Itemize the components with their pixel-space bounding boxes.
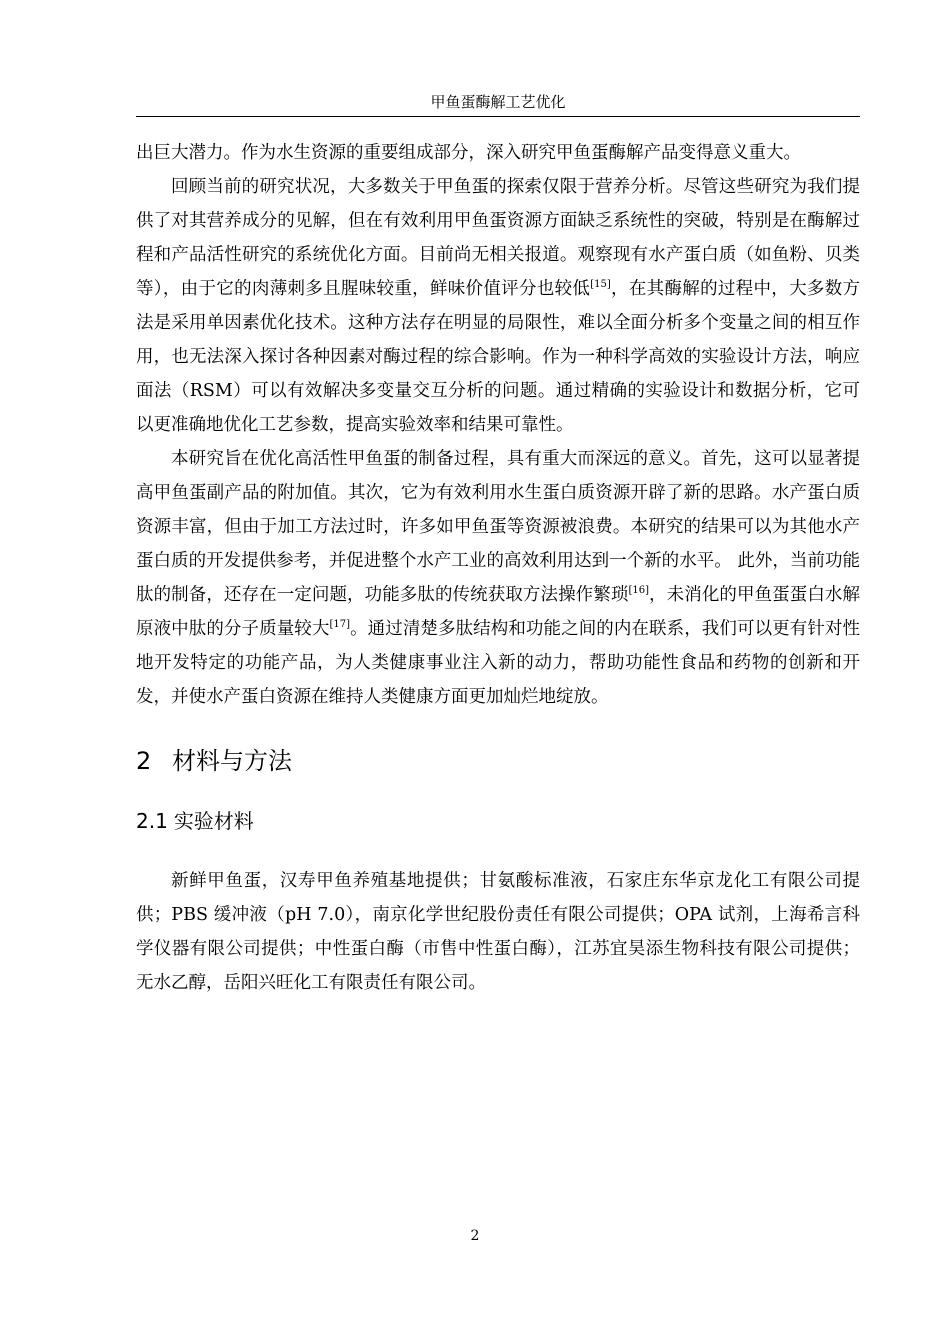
running-header-title: 甲鱼蛋酶解工艺优化: [430, 93, 566, 111]
paragraph-text: 出巨大潜力。作为水生资源的重要组成部分，深入研究甲鱼蛋酶解产品变得意义重大。: [136, 143, 801, 163]
subsection-number: 2.1: [136, 809, 168, 833]
paragraph-text: ，在其酶解的过程中，大多数方法是采用单因素优化技术。这种方法存在明显的局限性，难以全面分析多个变量之间的相互作用，也无法深入探讨各种因素对酶过程的综合影响。作为一种科学高效的实验设计方法，响应面法（RSM）可以有效解决多变量交互分析的问题。通过精确的实验设计和数据分析，它可以更准确地优化工艺参数，提高实验效率和结果可靠性。: [136, 279, 861, 435]
paragraph-continuation: [136, 136, 860, 170]
section-number: 2: [136, 747, 152, 775]
paragraph-materials: [136, 864, 860, 1000]
paragraph-text: ，未消化的甲鱼蛋蛋白水解原液中肽的分子质量较大: [136, 585, 861, 639]
paragraph-text: 回顾当前的研究状况，大多数关于甲鱼蛋的探索仅限于营养分析。尽管这些研究为我们提供了对其营养成分的见解，但在有效利用甲鱼蛋资源方面缺乏系统性的突破，特别是在酶解过程和产品活性研究的系统优化方面。目前尚无相关报道。观察现有水产蛋白质（如鱼粉、贝类等），由于它的肉薄刺多且腥味较重，鲜味价值评分也较低: [136, 177, 860, 299]
subsection-heading: [136, 796, 860, 846]
paragraph-text: 新鲜甲鱼蛋，汉寿甲鱼养殖基地提供；甘氨酸标准液，石家庄东华京龙化工有限公司提供；PBS 缓冲液（pH 7.0），南京化学世纪股份责任有限公司提供；OPA 试剂，上海希言科学仪器有限公司提供；中性蛋白酶（市售中性蛋白酶），江苏宜昊添生物科技有限公司提供；无水乙醇，岳阳兴旺化工有限责任有限公司。: [136, 871, 860, 993]
section-title: 材料与方法: [172, 747, 292, 775]
paragraph-text: 本研究旨在优化高活性甲鱼蛋的制备过程，具有重大而深远的意义。首先，这可以显著提高甲鱼蛋副产品的附加值。其次，它为有效利用水生蛋白质资源开辟了新的思路。水产蛋白质资源丰富，但由于加工方法过时，许多如甲鱼蛋等资源被浪费。本研究的结果可以为其他水产蛋白质的开发提供参考，并促进整个水产工业的高效利用达到一个新的水平。 此外，当前功能肽的制备，还存在一定问题，功能多肽的传统获取方法操作繁琐: [136, 449, 860, 605]
citation-15: [15]: [590, 279, 611, 290]
page-number: 2: [470, 1228, 480, 1244]
citation-16: [16]: [628, 585, 649, 596]
paragraph-research-purpose: [136, 442, 860, 714]
paragraph-text: 。通过清楚多肽结构和功能之间的内在联系，我们可以更有针对性地开发特定的功能产品，为人类健康事业注入新的动力，帮助功能性食品和药物的创新和开发，并使水产蛋白资源在维持人类健康方面更加灿烂地绽放。: [136, 619, 860, 707]
subsection-title: 实验材料: [173, 809, 254, 833]
citation-17: [17]: [329, 619, 350, 630]
page-body: [136, 136, 860, 1000]
paragraph-research-status: [136, 170, 860, 442]
header-rule: [136, 116, 860, 117]
section-heading: [136, 736, 860, 786]
